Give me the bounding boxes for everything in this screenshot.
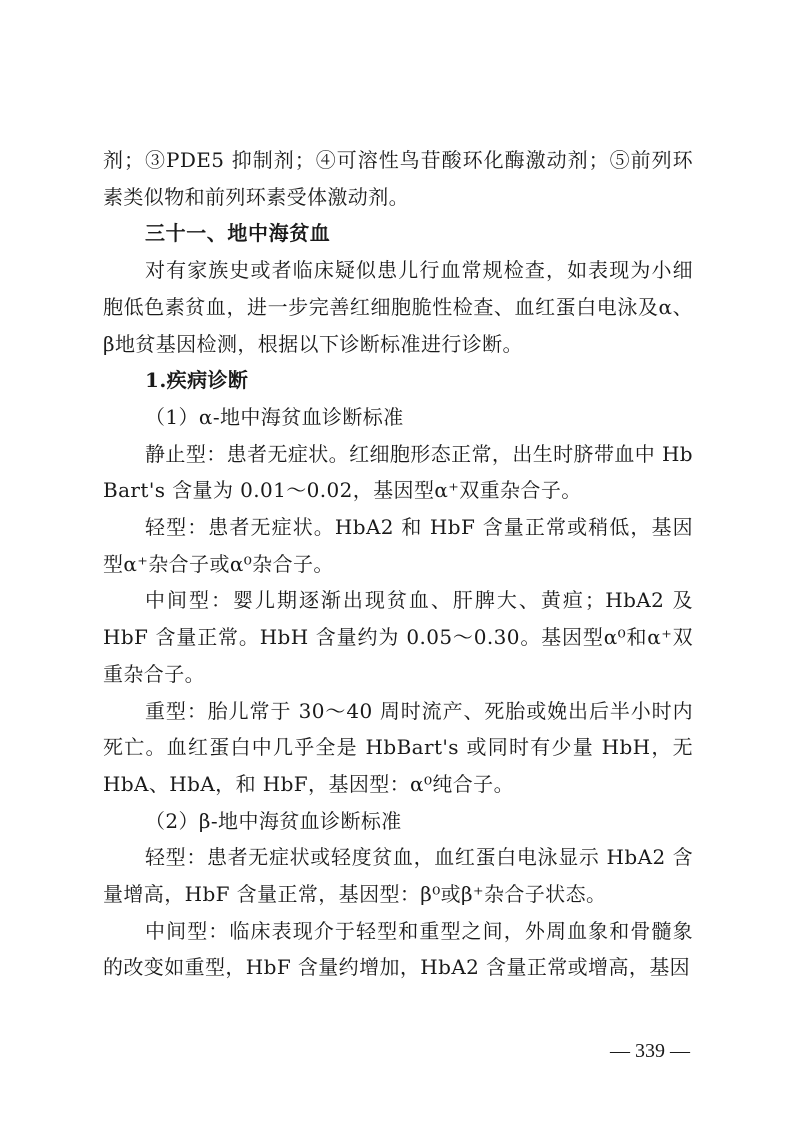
- paragraph-alpha-mild: 轻型：患者无症状。HbA2 和 HbF 含量正常或稍低，基因型α⁺杂合子或α⁰杂合子。: [103, 515, 693, 576]
- paragraph-alpha-silent: 静止型：患者无症状。红细胞形态正常，出生时脐带血中 Hb Bart's 含量为 0.01～0.02，基因型α⁺双重杂合子。: [103, 441, 693, 503]
- paragraph-alpha-severe: 重型：胎儿常于 30～40 周时流产、死胎或娩出后半小时内死亡。血红蛋白中几乎全是 HbBart's 或同时有少量 HbH，无 HbA、HbA，和 HbF，基因型：α⁰纯合子。: [103, 698, 693, 796]
- paragraph-beta-intermediate: 中间型：临床表现介于轻型和重型之间，外周血象和骨髓象的改变如重型，HbF 含量约增加，HbA2 含量正常或增高，基因: [103, 918, 693, 980]
- subheading-disease-diagnosis: 1.疾病诊断: [145, 368, 249, 393]
- paragraph-intro: 对有家族史或者临床疑似患儿行血常规检查，如表现为小细胞低色素贫血，进一步完善红细胞脆性检查、血红蛋白电泳及α、β地贫基因检测，根据以下诊断标准进行诊断。: [103, 258, 693, 356]
- page-number: — 339 —: [610, 1040, 690, 1062]
- section-heading-thalassemia: 三十一、地中海贫血: [145, 221, 331, 246]
- document-body: [103, 142, 693, 986]
- paragraph-beta-mild: 轻型：患者无症状或轻度贫血，血红蛋白电泳显示 HbA2 含量增高，HbF 含量正常，基因型：β⁰或β⁺杂合子状态。: [103, 845, 693, 907]
- subheading-beta-criteria: （2）β-地中海贫血诊断标准: [145, 808, 402, 833]
- paragraph-alpha-intermediate: 中间型：婴儿期逐渐出现贫血、肝脾大、黄疸；HbA2 及 HbF 含量正常。HbH 含量约为 0.05～0.30。基因型α⁰和α⁺双重杂合子。: [103, 588, 693, 686]
- paragraph-drug-list: 剂；③PDE5 抑制剂；④可溶性鸟苷酸环化酶激动剂；⑤前列环素类似物和前列环素受体激动剂。: [103, 148, 693, 209]
- subheading-alpha-criteria: （1）α-地中海贫血诊断标准: [145, 404, 404, 429]
